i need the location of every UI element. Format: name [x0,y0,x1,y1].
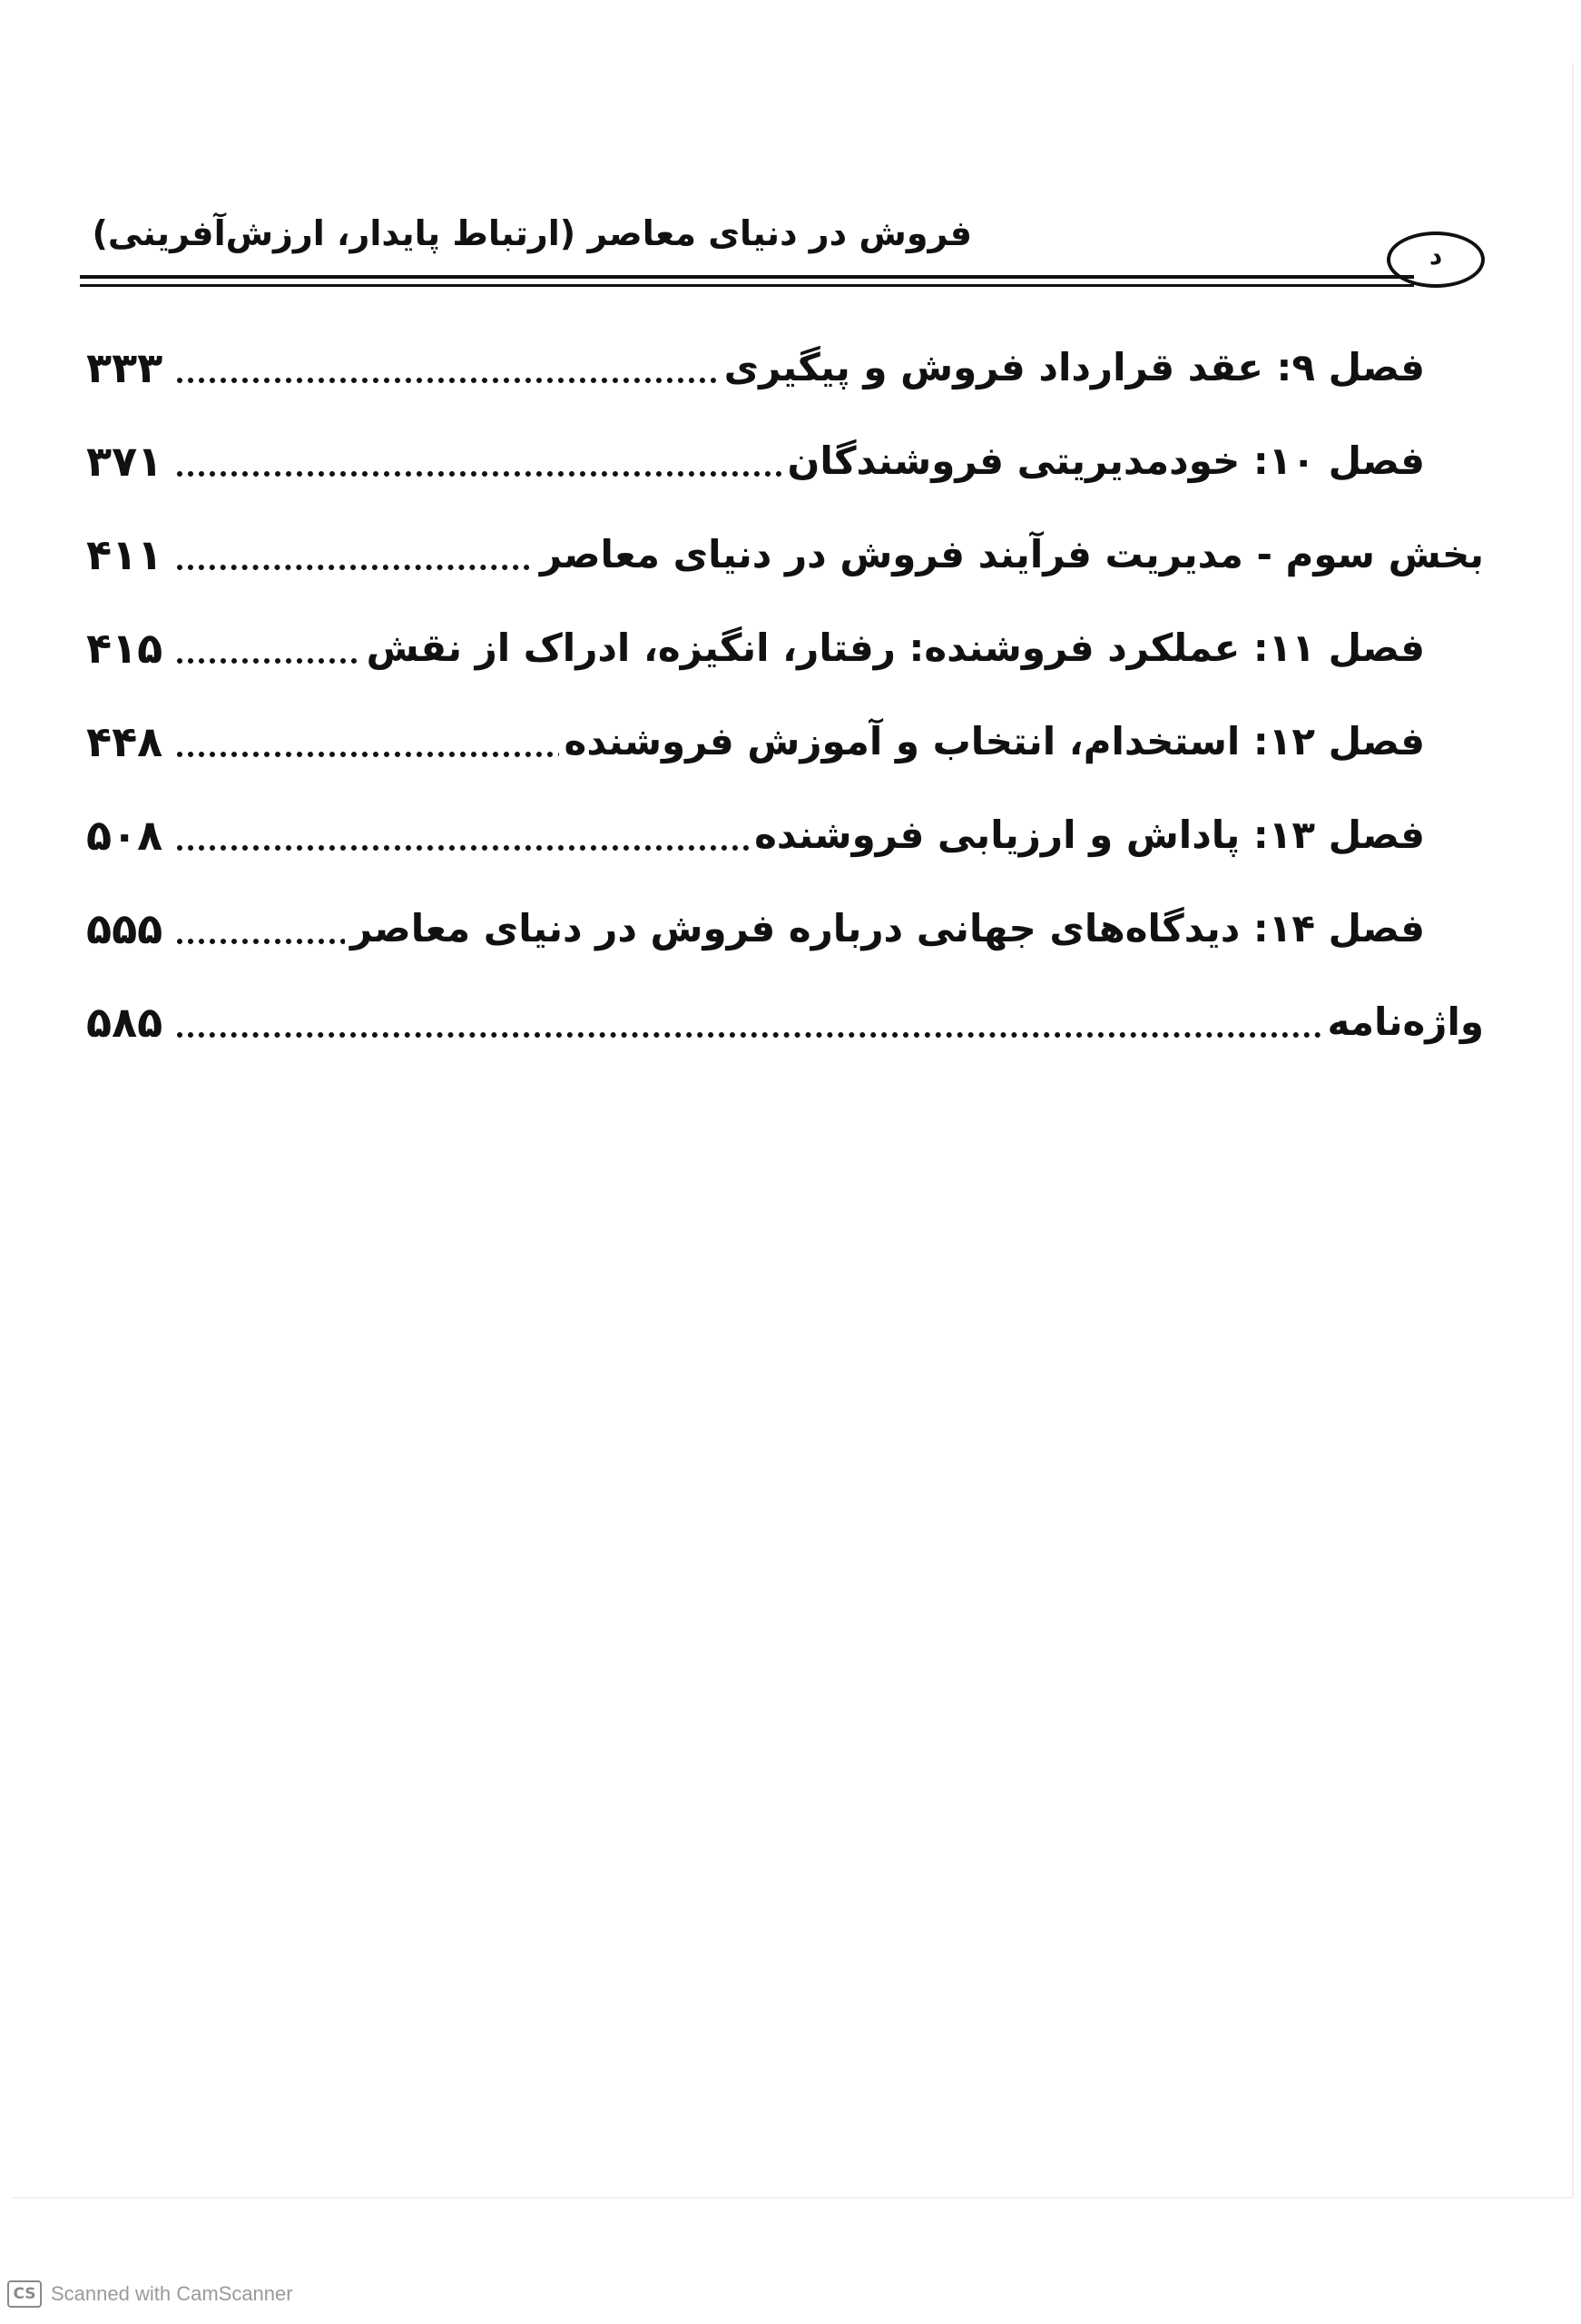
toc-entry-title: فصل ۱۰: خودمدیریتی فروشندگان [781,429,1425,493]
toc-entry-title: بخش سوم - مدیریت فرآیند فروش در دنیای معاصر [535,523,1484,586]
toc-entry[interactable] [86,710,1484,803]
running-title: فروش در دنیای معاصر (ارتباط پایدار، ارزش‌آفرینی) [92,213,972,253]
toc-entry-page: ۵۵۵ [86,897,168,960]
toc-entry-page: ۵۰۸ [86,803,168,867]
dot-leader [177,1032,1484,1038]
toc-entry-page: ۳۷۱ [86,429,168,493]
scanner-watermark: Scanned with CamScanner [51,2282,293,2305]
toc-entry-title: فصل ۹: عقد قرارداد فروش و پیگیری [719,336,1425,399]
toc-entry[interactable] [86,803,1484,897]
camscanner-logo: CS [7,2280,42,2308]
toc-entry[interactable] [86,897,1484,990]
header-rule-bottom [80,284,1414,287]
toc-entry-page: ۴۱۵ [86,616,168,680]
toc-entry-title: واژه‌نامه [1322,990,1485,1054]
toc-entry-title: فصل ۱۴: دیدگاه‌های جهانی درباره فروش در دنیای معاصر [345,897,1425,960]
toc-entry-page: ۴۱۱ [86,523,168,586]
toc-entry[interactable] [86,523,1484,616]
toc-entry[interactable] [86,429,1484,523]
toc-entry-title: فصل ۱۱: عملکرد فروشنده: رفتار، انگیزه، ادراک از نقش [361,616,1425,680]
toc-entry[interactable] [86,990,1484,1084]
toc-entry-page: ۳۳۳ [86,336,168,399]
page-number: د [1429,241,1443,271]
toc-entry[interactable] [86,616,1484,710]
toc-entry-page: ۵۸۵ [86,990,168,1054]
toc-entry-page: ۴۴۸ [86,710,168,773]
page-header [80,204,1485,295]
toc-entry-title: فصل ۱۳: پاداش و ارزیابی فروشنده [749,803,1425,867]
page-number-oval [1387,231,1485,288]
table-of-contents [86,336,1484,1084]
toc-entry[interactable] [86,336,1484,429]
toc-entry-title: فصل ۱۲: استخدام، انتخاب و آموزش فروشنده [559,710,1425,773]
header-rule-top [80,275,1414,279]
